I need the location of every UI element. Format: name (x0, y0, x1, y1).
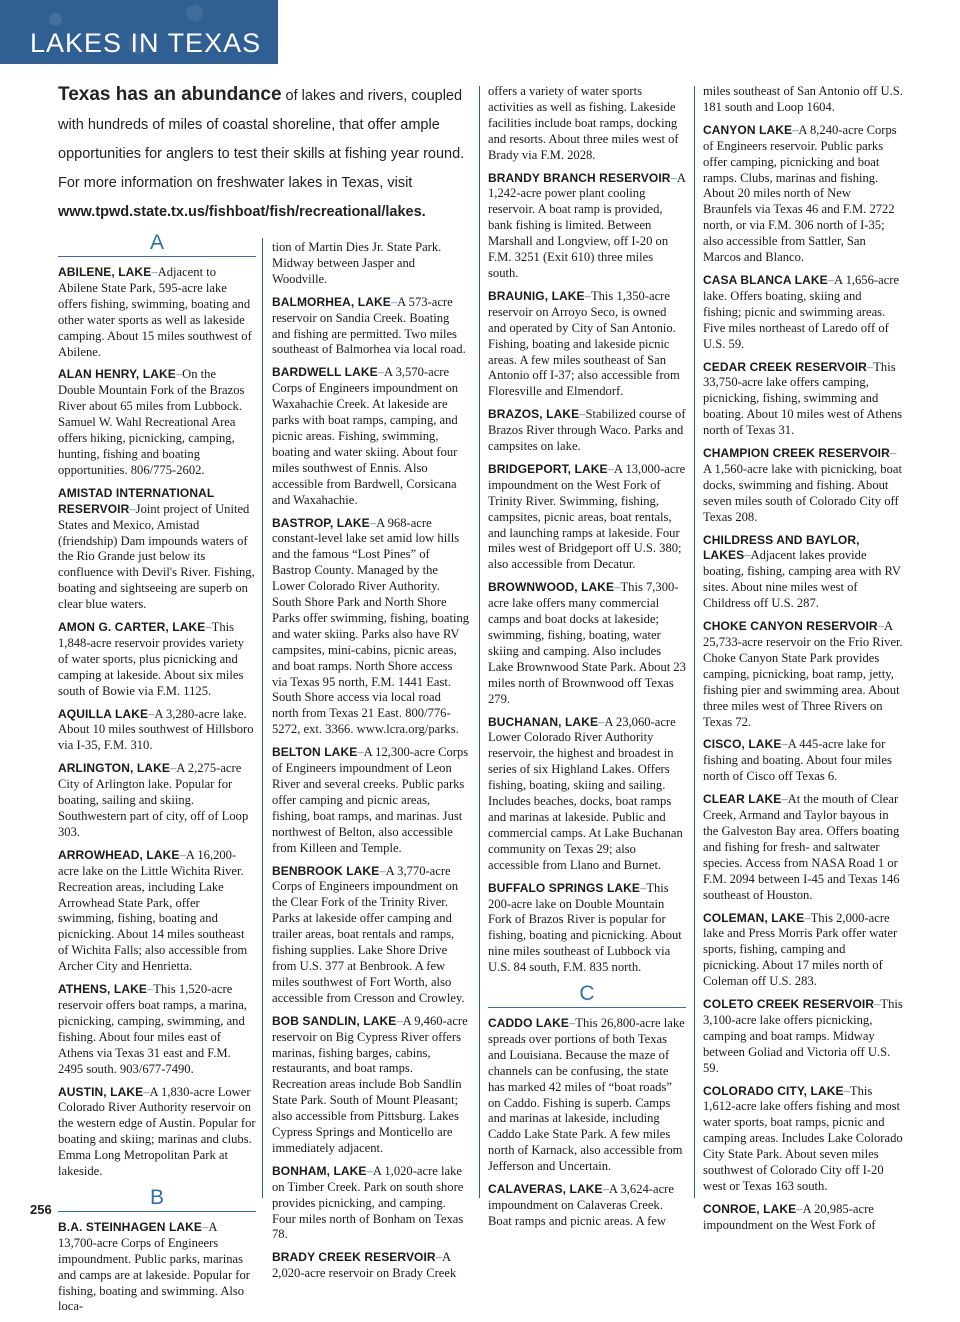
lake-entry (703, 273, 903, 353)
lake-name: AQUILLA LAKE (58, 706, 149, 721)
lake-name: ARLINGTON, LAKE (58, 761, 170, 776)
entry-dash: – (369, 515, 377, 530)
lake-description: A 445-acre lake for fishing and boating. About four miles north of Cisco off Texas 6. (703, 737, 892, 784)
entry-dash: – (796, 1201, 803, 1216)
lake-entry (272, 295, 470, 359)
lake-entry (58, 1085, 256, 1180)
lake-name: B.A. STEINHAGEN LAKE (58, 1219, 203, 1234)
lake-name: BASTROP, LAKE (272, 515, 370, 530)
entry-dash: – (175, 367, 183, 382)
entry-dash: – (792, 122, 799, 137)
lake-description: Joint project of United States and Mexico, Amistad (friendship) Dam impounds waters of the Rio Grande just below its confluence with Devil's River. Fishing, boating and sightseeing are superb on clear blue waters. (58, 501, 255, 612)
entry-dash: – (866, 359, 874, 374)
lake-description: A 1,560-acre lake with picnicking, boat docks, swimming and fishing. About seven miles south of Colorado City off Texas 208. (703, 461, 902, 524)
lake-entry (703, 619, 903, 730)
lake-name: BRAZOS, LAKE (488, 407, 580, 422)
lake-name: BRADY CREEK RESERVOIR (272, 1250, 436, 1265)
lake-entry (272, 1014, 470, 1157)
lake-name: BROWNWOOD, LAKE (488, 580, 615, 595)
lake-entry (58, 848, 256, 975)
lake-entry (488, 580, 686, 707)
lake-entry (703, 446, 903, 526)
lake-name: BELTON LAKE (272, 745, 358, 760)
lake-entry (58, 486, 256, 613)
page-number: 256 (30, 1202, 52, 1217)
column-divider (694, 86, 695, 1198)
lake-name: CONROE, LAKE (703, 1201, 797, 1216)
lake-description: A 968-acre constant-level lake set amid low hills and the famous “Lost Pines” of Bastrop County. Managed by the Lower Colorado River Authority. South Shore Park and North Shore Parks offer swimming, fishing, boating and water skiing. Parks also have RV campsites, mini-cabins, picnic areas, and boat ramps. North Shore access via Texas 95 north, F.M. 1441 East. South Shore access via local road north from Texas 21 East. 800/776-5272, ext. 3366. www.lcra.org/parks. (272, 515, 470, 737)
lake-entry (58, 265, 256, 360)
entry-continuation: offers a variety of water sports activities as well as fishing. Lakeside facilities include boat ramps, docking and resorts. About three miles west of Brady via F.M. 2028. (488, 84, 679, 162)
lake-entry (272, 365, 470, 508)
lake-name: CLEAR LAKE (703, 792, 782, 807)
lake-entry (272, 1250, 470, 1282)
lake-description: This 1,848-acre reservoir provides variety of water sports, plus picnicking and camping at lakeside. About six miles south of Bowie via F.M. 1125. (58, 620, 245, 698)
lake-description: This 1,520-acre reservoir offers boat ramps, a marina, picnicking, camping, swimming, and fishing. About four miles east of Athens via Texas 31 east and F.M. 2495 south. 903/677-7490. (58, 982, 247, 1076)
lake-description: At the mouth of Clear Creek, Armand and Taylor bayous in the Galveston Bay area. Offers boating and fishing for fresh- and saltwater species. Access from NASA Road 1 or F.M. 2094 between I-45 and Texas 146 southeast of Houston. (703, 792, 900, 902)
lake-name: BALMORHEA, LAKE (272, 294, 391, 309)
lake-description: A 3,770-acre Corps of Engineers impoundment on the Clear Fork of the Trinity River. Parks at lakeside offer camping and trailer areas, boat rentals and ramps, fishing supplies. Lake Shore Drive from U.S. 377 at Benbrook. A few miles southwest of Fort Worth, also accessible from Cresson and Crowley. (272, 863, 465, 1005)
lake-name: BOB SANDLIN, LAKE (272, 1013, 397, 1028)
lake-name: BARDWELL LAKE (272, 365, 378, 380)
section-header-band (0, 0, 278, 64)
entry-dash: – (877, 619, 884, 634)
column-divider (262, 238, 263, 1198)
column-1 (58, 232, 256, 1322)
lake-entry (488, 881, 686, 976)
lake-entry (703, 533, 903, 613)
lake-description: A 2,275-acre City of Arlington lake. Popular for boating, sailing and skiing. Southwestern part of city, off of Loop 303. (58, 761, 249, 839)
lake-name: BRIDGEPORT, LAKE (488, 461, 608, 476)
lake-entry (703, 360, 903, 440)
intro-url-link[interactable]: www.tpwd.state.tx.us/fishboat/fish/recreational/lakes. (58, 204, 426, 220)
lake-entry (272, 1164, 470, 1244)
lake-entry (488, 1182, 686, 1230)
column-3 (488, 84, 686, 1237)
lake-entry (272, 516, 470, 739)
lake-description: A 3,624-acre impoundment on Calaveras Creek. Boat ramps and picnic areas. A few (488, 1182, 674, 1228)
lake-name: CEDAR CREEK RESERVOIR (703, 359, 867, 374)
lake-entry (703, 1202, 903, 1234)
lake-description: A 1,020-acre lake on Timber Creek. Park on south shore provides picnicking, and camping. Four miles north of Bonham on Texas 78. (272, 1163, 464, 1242)
entry-dash: – (744, 548, 751, 563)
entry-dash: – (143, 1084, 150, 1099)
lake-description: This 3,100-acre lake offers picnicking, camping and boat ramps. Midway between Goliad and Victoria off U.S. 59. (703, 997, 903, 1075)
lake-description: A 12,300-acre Corps of Engineers impoundment of Leon River and several creeks. Public parks offer camping and picnic areas, fishing, boat ramps, and marinas. Just northwest of Belton, also accessible from Killeen and Temple. (272, 745, 469, 855)
lake-name: BRANDY BRANCH RESERVOIR (488, 170, 671, 185)
entry-dash: – (357, 745, 364, 760)
lake-description: This 26,800-acre lake spreads over portions of both Texas and Louisiana. Because the maze of channels can be confusing, the state has marked 42 miles of “boat roads” on Caddo. Fishing is superb. Camps and marinas at lakeside, including Caddo Lake State Park. A few miles north of Karnack, also accessible from Jefferson and Uncertain. (488, 1016, 685, 1174)
column-divider (479, 86, 480, 1198)
lake-description: This 200-acre lake on Double Mountain Fork of Brazos River is popular for fishing, boating and picnicking. About nine miles southeast of Lubbock via U.S. 84 south, F.M. 835 north. (488, 880, 682, 975)
lake-name: CADDO LAKE (488, 1016, 569, 1031)
lake-description: A 25,733-acre reservoir on the Frio River. Choke Canyon State Park provides camping, picnicking, boat ramp, jetty, fishing pier and swimming area. About three miles west of Three Rivers on Texas 72. (703, 619, 903, 729)
entry-dash: – (874, 997, 881, 1012)
entry-dash: – (827, 272, 835, 287)
lake-entry (488, 407, 686, 455)
section-title: LAKES IN TEXAS (30, 28, 262, 58)
lake-entry (488, 289, 686, 400)
lake-entry (58, 620, 256, 700)
lake-description: A 13,000-acre impoundment on the West Fork of Trinity River. Swimming, fishing, campsites, picnic areas, boat rentals, and launching ramps at lakeside. Four miles west of Bridgeport off U.S. 380; also accessible from Decatur. (488, 461, 686, 572)
lake-name: ALAN HENRY, LAKE (58, 367, 176, 382)
lake-description: This 1,612-acre lake offers fishing and most water sports, boat ramps, picnic and camping areas. Includes Lake Colorado City State Park. About seven miles southwest of Colorado City off I-20 west or Texas 163 south. (703, 1083, 903, 1193)
entry-dash: – (781, 792, 788, 807)
lake-description: A 8,240-acre Corps of Engineers reservoir. Public parks offer camping, picnicking and boat ramps. Clubs, marinas and fishing. About 20 miles north of New Braunfels via Texas 46 and F.M. 2722 north, or via F.M. 306 north of I-35; also accessible from Sattler, San Marcos and Blanco. (703, 122, 897, 265)
entry-dash: – (146, 982, 154, 997)
entry-dash: – (390, 294, 398, 309)
entry-dash: – (584, 288, 591, 303)
entry-dash: – (781, 737, 788, 752)
lake-name: COLEMAN, LAKE (703, 910, 805, 925)
entry-dash: – (843, 1083, 850, 1098)
intro-paragraph (58, 80, 468, 227)
lake-description: Adjacent lakes provide boating, fishing, camping area with RV sites. About nine miles west of Childress off U.S. 287. (703, 548, 901, 611)
lake-name: CHOKE CANYON RESERVOIR (703, 619, 878, 634)
lake-entry (703, 123, 903, 266)
lake-name: ARROWHEAD, LAKE (58, 847, 180, 862)
entry-dash: – (602, 1182, 609, 1197)
entry-dash: – (579, 407, 586, 422)
lake-description: A 13,700-acre Corps of Engineers impoundment. Public parks, marinas and camps are at lakeside. Popular for fishing, boating and swimming. Also loca- (58, 1219, 250, 1314)
lake-entry (58, 1220, 256, 1315)
lake-entry (272, 745, 470, 856)
lake-entry (58, 982, 256, 1077)
entry-dash: – (670, 170, 677, 185)
intro-lead: Texas has an abundance (58, 84, 282, 105)
entry-dash: – (148, 706, 155, 721)
entry-dash: – (435, 1250, 442, 1265)
entry-dash: – (366, 1163, 373, 1178)
lake-entry (488, 171, 686, 282)
lake-description: Stabilized course of Brazos River through Waco. Parks and campsites on lake. (488, 407, 686, 454)
lake-description: On the Double Mountain Fork of the Brazos River about 65 miles from Lubbock. Samuel W. Wahl Recreational Area offers hiking, picnicking, camping, hunting, fishing and boating opportunities. 806/775-2602. (58, 367, 245, 477)
lake-name: CASA BLANCA LAKE (703, 272, 828, 287)
lake-name: CHILDRESS AND BAYLOR, LAKES (703, 532, 860, 563)
entry-dash: – (614, 580, 621, 595)
lake-description: A 573-acre reservoir on Sandia Creek. Boating and fishing are permitted. Two miles southeast of Balmorhea via local road. (272, 294, 466, 357)
entry-dash: – (379, 863, 386, 878)
lake-name: CANYON LAKE (703, 122, 793, 137)
lake-description: This 2,000-acre lake and Press Morris Park offer water sports, fishing, camping and picnicking. About 17 miles north of Coleman off U.S. 283. (703, 910, 898, 989)
lake-name: BONHAM, LAKE (272, 1163, 367, 1178)
section-letter: B (58, 1187, 256, 1212)
lake-description: A 20,985-acre impoundment on the West Fork of (703, 1201, 876, 1232)
lake-description: This 1,350-acre reservoir on Arroyo Seco, is owned and operated by City of San Antonio. Fishing, boating and lakeside picnic areas. A few miles southeast of San Antonio off I-37; also accessible from Floresville and Elmendorf. (488, 288, 680, 399)
lake-description: A 3,570-acre Corps of Engineers impoundment on Waxahachie Creek. At lakeside are parks with boat ramps, camping, and picnic areas. Fishing, swimming, boating and water skiing. About four miles southwest of Ennis. Also accessible from Bardwell, Corsicana and Waxahachie. (272, 365, 459, 507)
lake-name: BRAUNIG, LAKE (488, 288, 585, 303)
entry-dash: – (607, 461, 614, 476)
lake-entry (272, 864, 470, 1007)
entry-continuation: miles southeast of San Antonio off U.S. 181 south and Loop 1604. (703, 84, 903, 114)
lake-name: AMISTAD INTERNATIONAL RESERVOIR (58, 485, 215, 516)
section-letter: C (488, 983, 686, 1008)
column-2 (272, 240, 470, 1289)
lake-entry (703, 997, 903, 1077)
lake-entry (58, 761, 256, 841)
lake-name: ATHENS, LAKE (58, 982, 147, 997)
column-4 (703, 84, 903, 1241)
lake-name: ABILENE, LAKE (58, 265, 152, 279)
lake-description: A 9,460-acre reservoir on Big Cypress River offers marinas, fishing barges, cabins, restaurants, and boat ramps. Recreation areas include Bob Sandlin State Park. South of Mount Pleasant; also accessible from Pittsburg. Lakes Cypress Springs and Monticello are immediately adjacent. (272, 1013, 468, 1155)
lake-description: A 3,280-acre lake. About 10 miles southwest of Hillsboro via I-35, F.M. 310. (58, 706, 254, 753)
lake-entry (703, 737, 903, 785)
lake-description: A 1,656-acre lake. Offers boating, skiing and fishing; picnic and swimming areas. Five miles northeast of Laredo off of U.S. 59. (703, 272, 900, 351)
entry-continuation: tion of Martin Dies Jr. State Park. Midway between Jasper and Woodville. (272, 240, 442, 286)
lake-entry (488, 715, 686, 874)
lake-entry (703, 1084, 903, 1195)
lake-name: BUCHANAN, LAKE (488, 714, 599, 729)
entry-dash: – (396, 1013, 403, 1028)
lake-entry (703, 911, 903, 991)
lake-description: A 2,020-acre reservoir on Brady Creek (272, 1250, 457, 1281)
lake-description: This 7,300-acre lake offers many commercial camps and boat docks at lakeside; swimming, fishing, boating, water skiing and camping. Also includes Lake Brownwood State Park. About 23 miles north of Brownwood off Texas 279. (488, 580, 686, 706)
entry-dash: – (151, 265, 158, 279)
lake-name: BENBROOK LAKE (272, 863, 380, 878)
lake-description: A 23,060-acre Lower Colorado River Authority reservoir, the highest and broadest in series of six Highland Lakes. Offers fishing, boating, skiing and sailing. Includes beaches, docks, boat ramps and marinas at lakeside. Public and commercial camps. At Lake Buchanan community on Texas 29; also accessible from Llano and Burnet. (488, 714, 683, 872)
entry-dash: – (640, 880, 647, 895)
lake-name: COLETO CREEK RESERVOIR (703, 997, 875, 1012)
lake-name: CISCO, LAKE (703, 737, 782, 752)
lake-name: AUSTIN, LAKE (58, 1084, 144, 1099)
entry-dash: – (889, 446, 897, 461)
lake-description: Adjacent to Abilene State Park, 595-acre lake offers fishing, swimming, boating and other water sports as well as lakeside camping. About 15 miles southwest of Abilene. (58, 265, 252, 359)
entry-dash: – (598, 714, 605, 729)
intro-text: of lakes and rivers, coupled with hundreds of miles of coastal shoreline, that offer ample opportunities for anglers to test their skills at fishing year round. For more information on freshwater lakes in Texas, visit (58, 88, 465, 191)
entry-dash: – (129, 501, 136, 516)
lake-description: This 33,750-acre lake offers camping, picnicking, fishing, swimming and boating. About 10 miles west of Athens north of Texas 31. (703, 359, 903, 438)
entry-dash: – (205, 620, 212, 635)
lake-description: A 1,830-acre Lower Colorado River Authority reservoir on the western edge of Austin. Popular for boating and skiing; marinas and clubs. Emma Long Metropolitan Park at lakeside. (58, 1084, 256, 1179)
entry-dash: – (202, 1219, 209, 1234)
lake-name: BUFFALO SPRINGS LAKE (488, 880, 641, 895)
entry-dash: – (377, 365, 385, 380)
lake-entry (58, 367, 256, 478)
lake-entry (58, 707, 256, 755)
section-letter: A (58, 232, 256, 257)
lake-name: AMON G. CARTER, LAKE (58, 620, 206, 635)
entry-dash: – (179, 847, 186, 862)
entry-dash: – (169, 761, 177, 776)
lake-entry (488, 462, 686, 573)
lake-description: A 1,242-acre power plant cooling reservoir. A boat ramp is provided, bank fishing is limited. Between Marshall and Longview, off I-20 on F.M. 3251 (Exit 610) three miles south. (488, 170, 686, 280)
entry-dash: – (804, 910, 811, 925)
lake-entry (703, 792, 903, 903)
lake-name: CALAVERAS, LAKE (488, 1182, 603, 1197)
lake-entry (488, 1016, 686, 1175)
entry-dash: – (569, 1016, 576, 1031)
lake-description: A 16,200-acre lake on the Little Wichita River. Recreation areas, including Lake Arrowhead State Park, offer swimming, fishing, boating and picnicking. About 14 miles southeast of Wichita Falls; also accessible from Archer City and Henrietta. (58, 847, 248, 974)
lake-name: COLORADO CITY, LAKE (703, 1083, 844, 1098)
lake-name: CHAMPION CREEK RESERVOIR (703, 446, 890, 461)
